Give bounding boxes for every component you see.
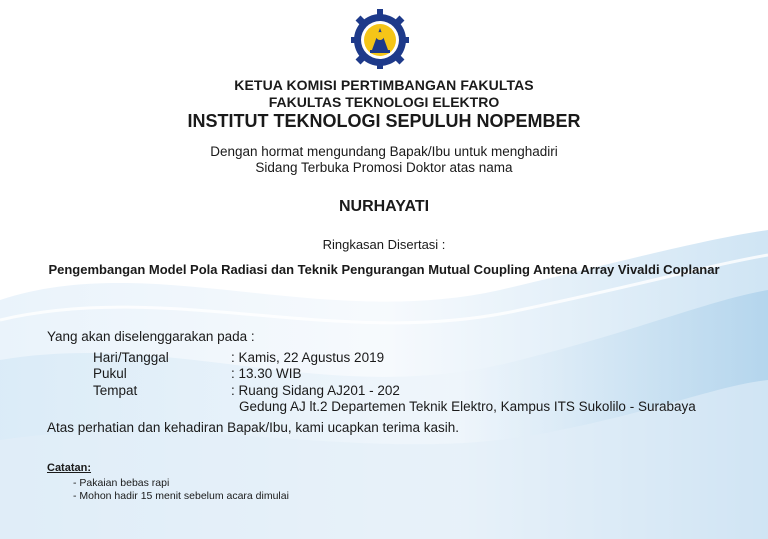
invitation-line-2: Sidang Terbuka Promosi Doktor atas nama (255, 160, 513, 175)
note-item: - Pakaian bebas rapi (73, 477, 170, 489)
place-label: Tempat (93, 383, 138, 398)
place-value-detail: Gedung AJ lt.2 Departemen Teknik Elektro, Kampus ITS Sukolilo - Surabaya (239, 399, 696, 414)
time-label: Pukul (93, 366, 127, 381)
candidate-name: NURHAYATI (338, 198, 430, 215)
committee-heading: KETUA KOMISI PERTIMBANGAN FAKULTAS (234, 77, 534, 93)
notes-title: Catatan: (47, 462, 92, 474)
faculty-heading: FAKULTAS TEKNOLOGI ELEKTRO (268, 94, 500, 110)
place-value: : Ruang Sidang AJ201 - 202 (231, 383, 400, 398)
day-label: Hari/Tanggal (93, 350, 169, 365)
closing-text: Atas perhatian dan kehadiran Bapak/Ibu, kami ucapkan terima kasih. (47, 420, 459, 435)
summary-label: Ringkasan Disertasi : (322, 237, 446, 252)
invitation-line-1: Dengan hormat mengundang Bapak/Ibu untuk menghadiri (210, 144, 558, 159)
schedule-intro: Yang akan diselenggarakan pada : (47, 329, 255, 344)
its-logo-icon (345, 6, 415, 70)
dissertation-title: Pengembangan Model Pola Radiasi dan Teknik Pengurangan Mutual Coupling Antena Array Vivaldi Coplanar (48, 262, 720, 277)
institute-heading: INSTITUT TEKNOLOGI SEPULUH NOPEMBER (187, 111, 581, 131)
day-value: : Kamis, 22 Agustus 2019 (231, 350, 385, 365)
time-value: : 13.30 WIB (231, 366, 302, 381)
note-item: - Mohon hadir 15 menit sebelum acara dimulai (73, 490, 289, 502)
